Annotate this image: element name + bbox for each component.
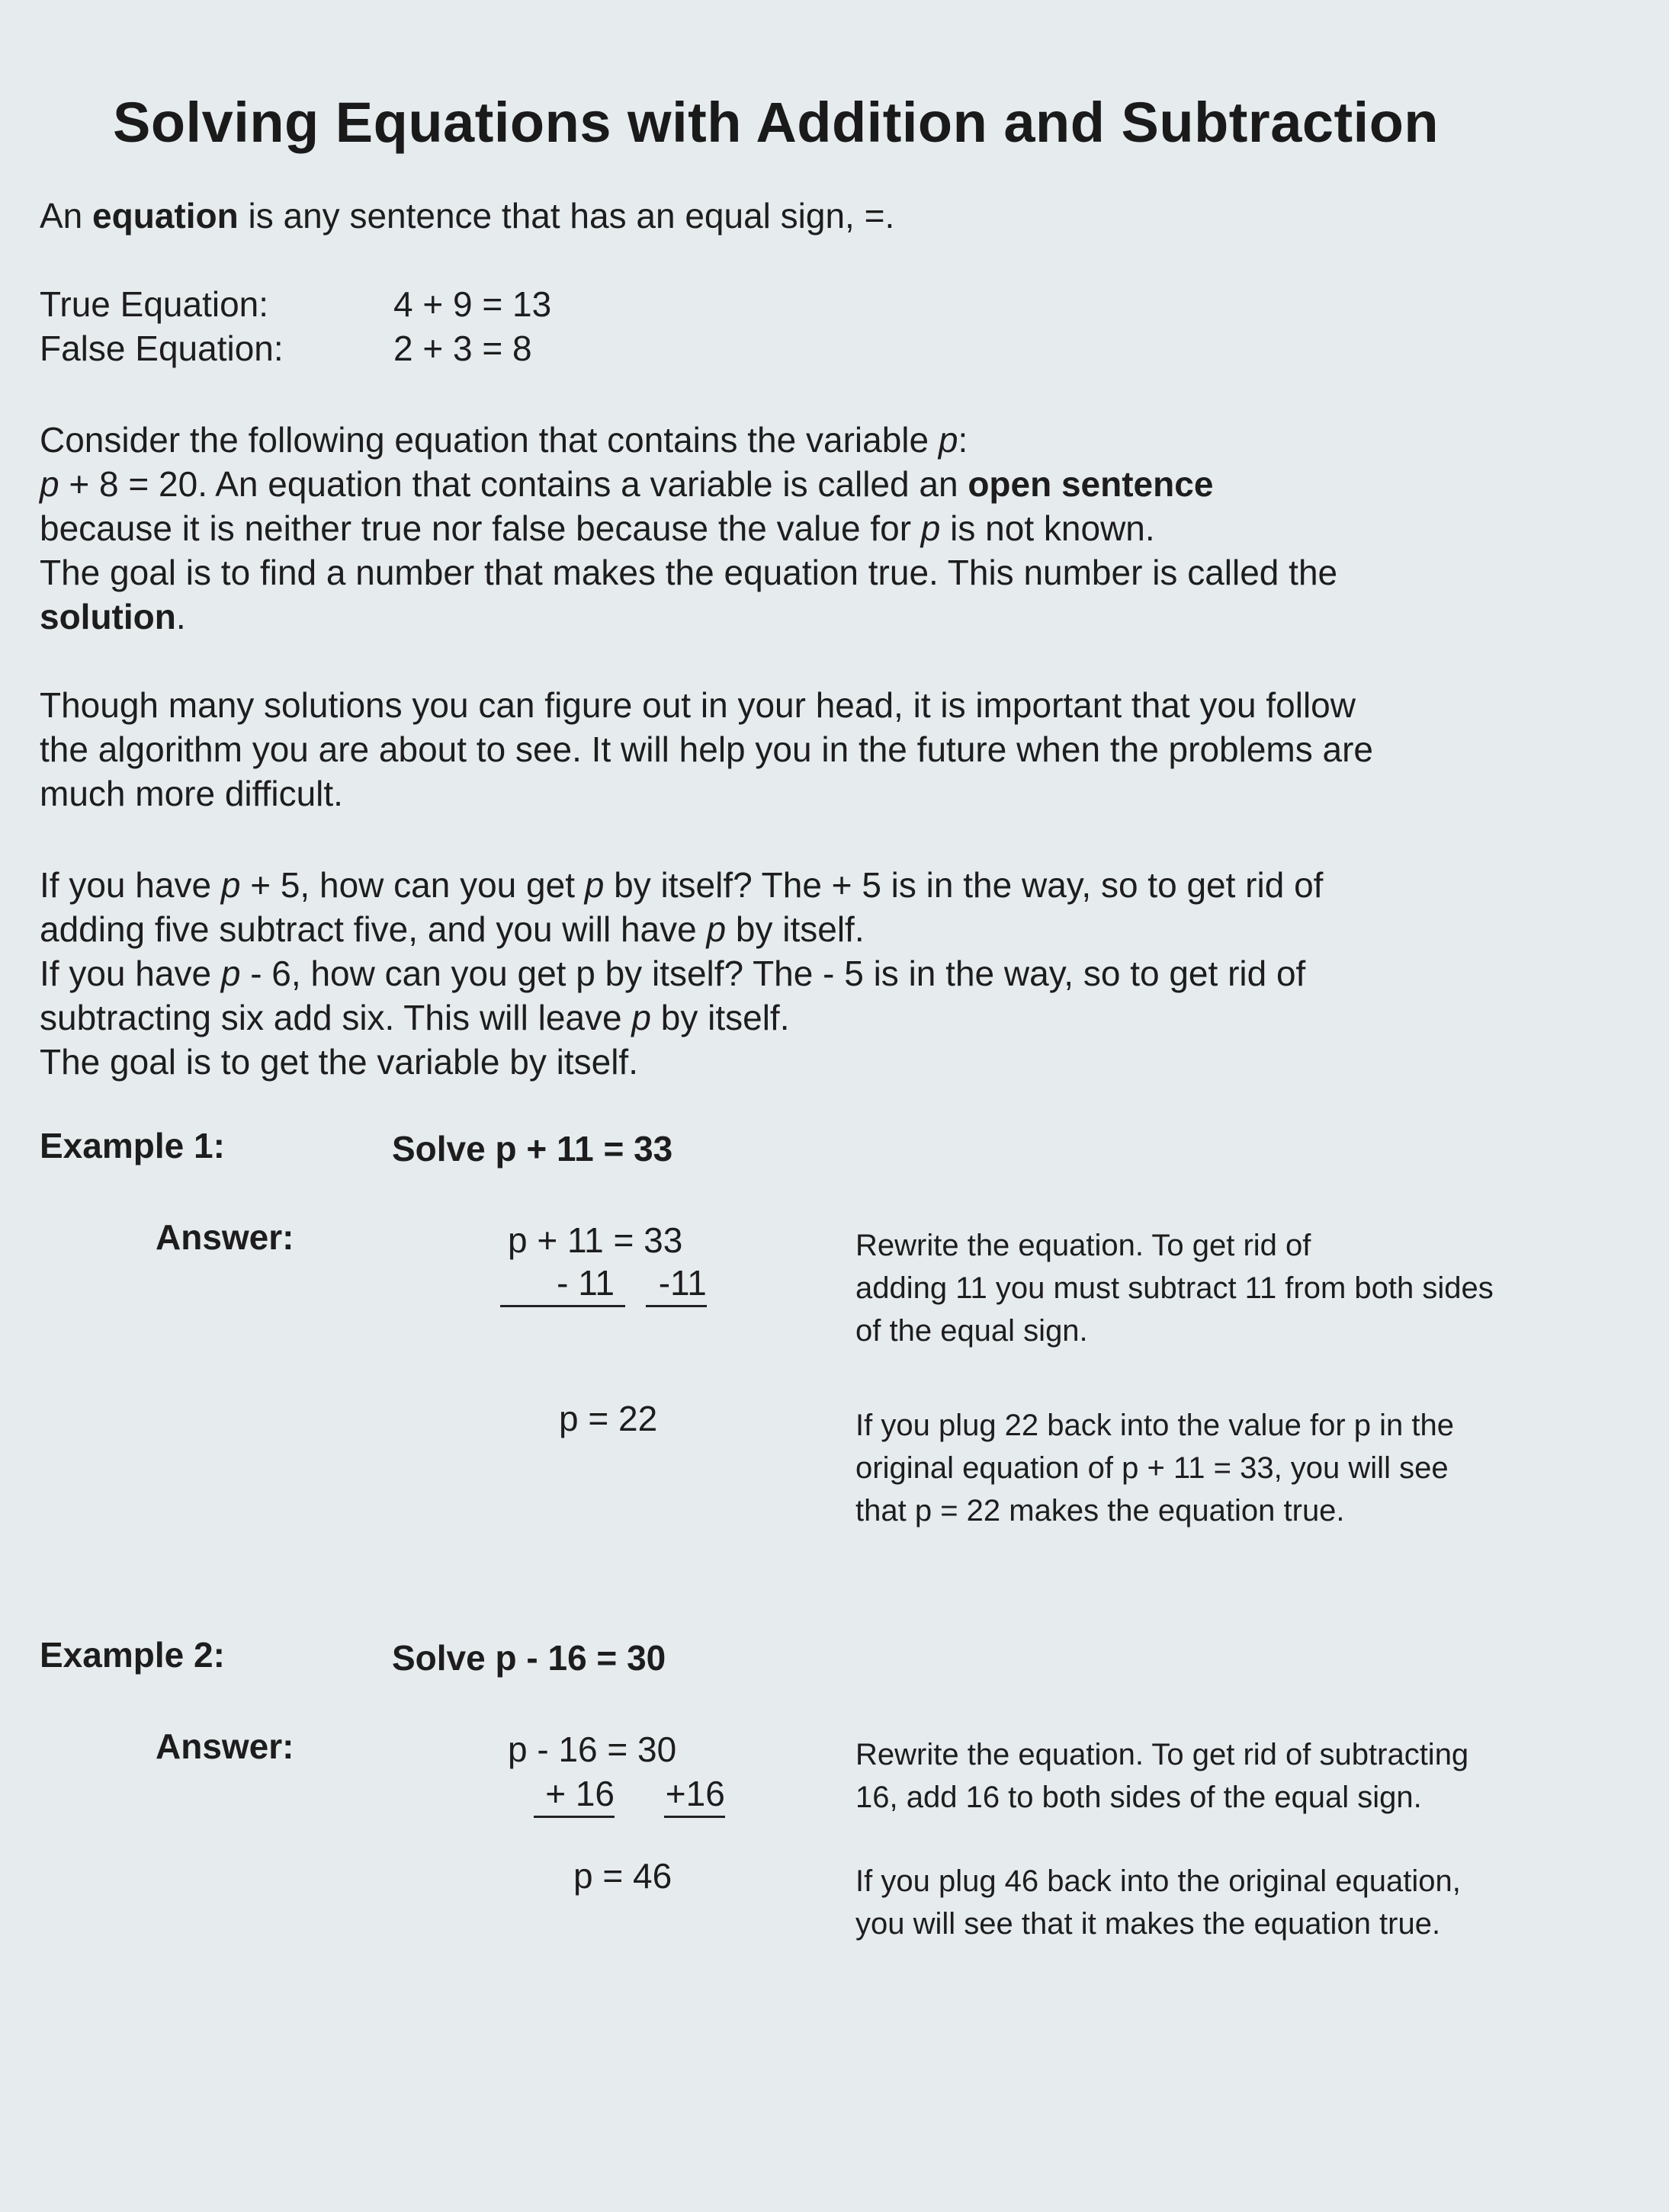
example2-answer-label: Answer: xyxy=(156,1726,294,1766)
example2-step1: p - 16 = 30 xyxy=(508,1730,677,1769)
note-line: Rewrite the equation. To get rid of subtracting xyxy=(855,1738,1469,1771)
true-equation-label: True Equation: xyxy=(40,284,269,324)
variable-p: p xyxy=(920,508,941,548)
note-line: adding 11 you must subtract 11 from both sides xyxy=(855,1271,1494,1305)
paragraph-line: the algorithm you are about to see. It will help you in the future when the problems are xyxy=(40,729,1374,769)
example1-subtract-left: - 11 xyxy=(500,1262,625,1307)
paragraph-line: p + 8 = 20. An equation that contains a variable is called an open sentence xyxy=(40,464,1214,504)
false-equation-label: False Equation: xyxy=(40,329,284,368)
example2-note1 xyxy=(855,1733,1468,1819)
example2-add-right: +16 xyxy=(664,1773,725,1818)
note-line: original equation of p + 11 = 33, you will see xyxy=(855,1451,1449,1485)
explanation-paragraph xyxy=(40,863,1323,1084)
paragraph-line: much more difficult. xyxy=(40,774,343,813)
note-line: 16, add 16 to both sides of the equal sign. xyxy=(855,1781,1422,1814)
example2-step2 xyxy=(534,1773,725,1818)
open-sentence-term: open sentence xyxy=(968,464,1214,504)
false-equation-expr: 2 + 3 = 8 xyxy=(393,329,532,368)
example1-label: Example 1: xyxy=(40,1126,225,1165)
example1-subtract-right: -11 xyxy=(646,1262,707,1307)
note-line: Rewrite the equation. To get rid of xyxy=(855,1229,1311,1262)
open-sentence-paragraph xyxy=(40,418,1337,639)
example2-add-left: + 16 xyxy=(534,1773,615,1818)
definition-term: equation xyxy=(92,196,239,236)
example1-step2 xyxy=(500,1262,707,1307)
paragraph-line: adding five subtract five, and you will have p by itself. xyxy=(40,909,865,949)
paragraph-line: If you have p + 5, how can you get p by itself? The + 5 is in the way, so to get rid of xyxy=(40,865,1324,905)
paragraph-line: Consider the following equation that contains the variable p: xyxy=(40,420,968,460)
note-line: If you plug 46 back into the original equation, xyxy=(855,1864,1461,1898)
example1-problem: Solve p + 11 = 33 xyxy=(392,1129,673,1169)
solution-term: solution xyxy=(40,597,176,636)
example1-answer-label: Answer: xyxy=(156,1217,294,1257)
paragraph-line: The goal is to get the variable by itself. xyxy=(40,1042,638,1082)
definition-text: An xyxy=(40,196,93,236)
paragraph-line: Though many solutions you can figure out in your head, it is important that you follow xyxy=(40,685,1356,725)
note-line: that p = 22 makes the equation true. xyxy=(855,1494,1345,1528)
definition-text-end: is any sentence that has an equal sign, =. xyxy=(238,196,895,236)
note-line: of the equal sign. xyxy=(855,1314,1088,1348)
example1-step1: p + 11 = 33 xyxy=(508,1220,683,1260)
example1-result: p = 22 xyxy=(559,1399,658,1438)
paragraph-line: The goal is to find a number that makes the equation true. This number is called the xyxy=(40,553,1338,592)
example2-label: Example 2: xyxy=(40,1635,225,1675)
paragraph-line: because it is neither true nor false because the value for p is not known. xyxy=(40,508,1155,548)
equation-definition xyxy=(40,194,894,238)
note-line: If you plug 22 back into the value for p in the xyxy=(855,1409,1454,1442)
example1-note2 xyxy=(855,1404,1454,1532)
paragraph-line: If you have p - 6, how can you get p by itself? The - 5 is in the way, so to get rid of xyxy=(40,954,1306,993)
note-line: you will see that it makes the equation true. xyxy=(855,1907,1441,1941)
true-equation-expr: 4 + 9 = 13 xyxy=(393,284,552,324)
example2-note2 xyxy=(855,1860,1461,1945)
example1-note1 xyxy=(855,1224,1494,1352)
paragraph-line: subtracting six add six. This will leave p by itself. xyxy=(40,998,790,1037)
variable-p: p xyxy=(40,464,59,504)
page-title: Solving Equations with Addition and Subtraction xyxy=(113,91,1440,154)
variable-p: p xyxy=(938,420,958,460)
example2-result: p = 46 xyxy=(573,1856,672,1896)
example2-problem: Solve p - 16 = 30 xyxy=(392,1638,666,1678)
paragraph-line: solution. xyxy=(40,597,186,636)
algorithm-paragraph xyxy=(40,683,1373,816)
